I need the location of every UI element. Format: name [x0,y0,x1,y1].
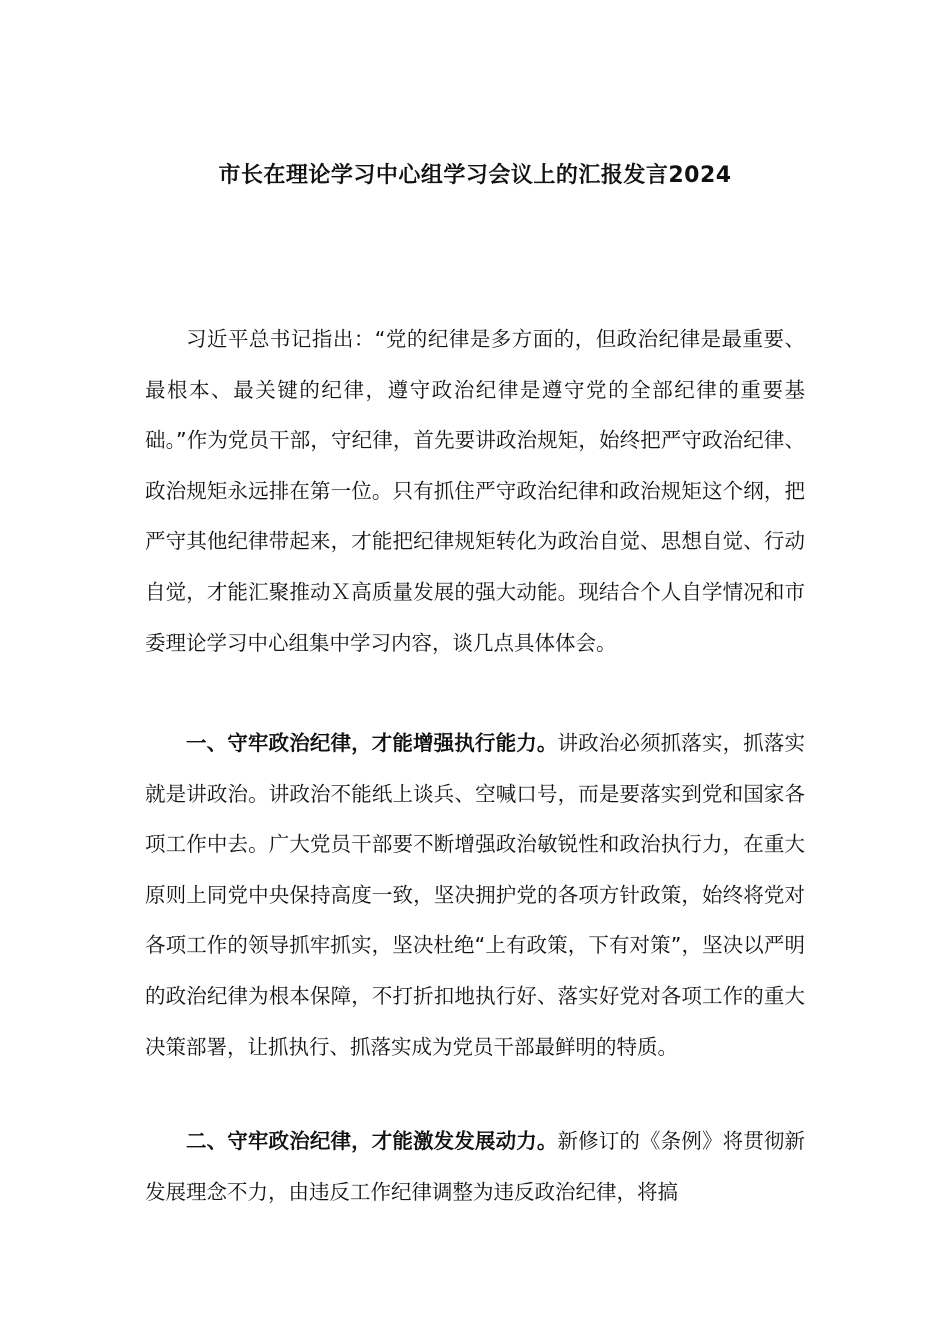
paragraph-text: 习近平总书记指出：“党的纪律是多方面的，但政治纪律是最重要、最根本、最关键的纪律，遵守政治纪律是遵守党的全部纪律的重要基础。”作为党员干部，守纪律，首先要讲政治规矩，始终把严守政治纪律、政治规矩永远排在第一位。只有抓住严守政治纪律和政治规矩这个纲，把严守其他纪律带起来，才能把纪律规矩转化为政治自觉、思想自觉、行动自觉，才能汇聚推动Ｘ高质量发展的强大动能。现结合个人自学情况和市委理论学习中心组集中学习内容，谈几点具体体会。 [145,327,805,655]
body-paragraph-intro [145,314,805,668]
document-title: 市长在理论学习中心组学习会议上的汇报发言2024 [218,163,732,188]
body-paragraph-section-2 [145,1116,805,1217]
paragraph-text: 讲政治必须抓落实，抓落实就是讲政治。讲政治不能纸上谈兵、空喊口号，而是要落实到党和国家各项工作中去。广大党员干部要不断增强政治敏锐性和政治执行力，在重大原则上同党中央保持高度一致，坚决拥护党的各项方针政策，始终将党对各项工作的领导抓牢抓实，坚决杜绝“上有政策，下有对策”，坚决以严明的政治纪律为根本保障，不打折扣地执行好、落实好党对各项工作的重大决策部署，让抓执行、抓落实成为党员干部最鲜明的特质。 [145,731,806,1059]
paragraph-text: 新修订的《条例》将贯彻新发展理念不力，由违反工作纪律调整为违反政治纪律，将搞 [145,1129,806,1204]
section-heading: 一、守牢政治纪律，才能增强执行能力。 [186,731,558,755]
body-paragraph-section-1 [145,718,805,1072]
section-heading: 二、守牢政治纪律，才能激发发展动力。 [186,1129,558,1153]
